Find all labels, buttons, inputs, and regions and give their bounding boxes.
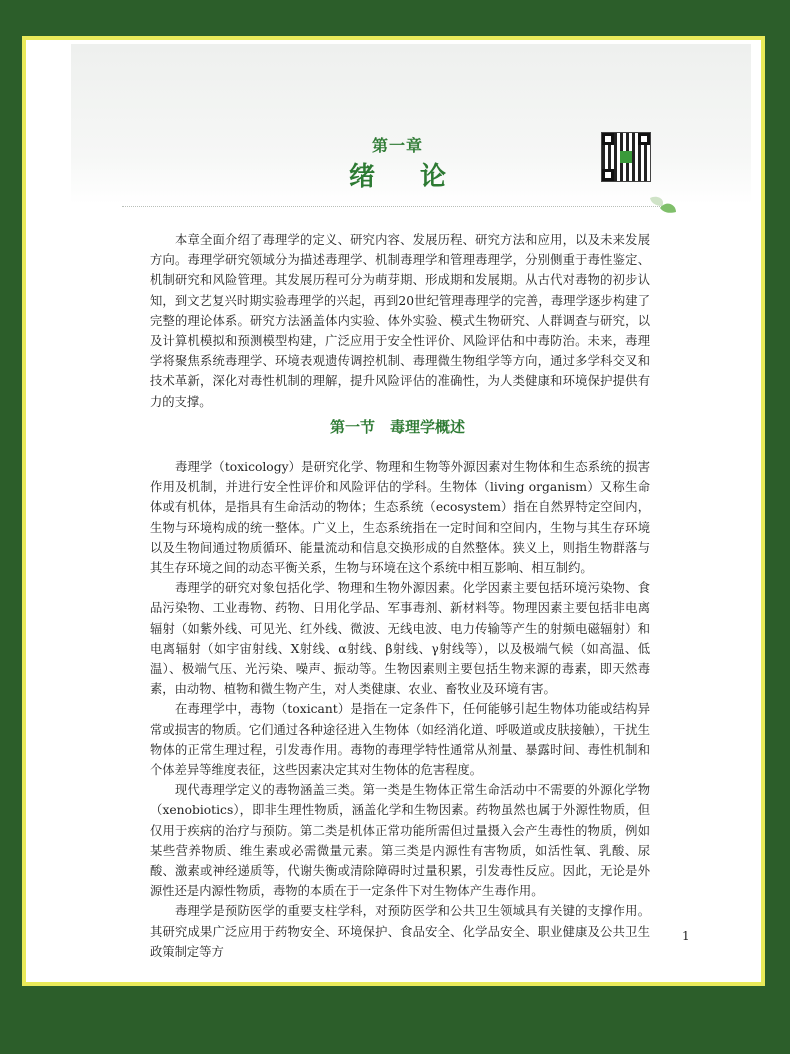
qr-code-icon[interactable] <box>602 133 650 181</box>
chapter-title: 绪 论 <box>348 162 465 192</box>
body-paragraph: 毒理学是预防医学的重要支柱学科，对预防医学和公共卫生领域具有关键的支撑作用。其研究成果广泛应用于药物安全、环境保护、食品安全、化学品安全、职业健康及公共卫生政策制定等方 <box>150 904 650 959</box>
body-paragraph: 毒理学（toxicology）是研究化学、物理和生物等外源因素对生物体和生态系统的损害作用及机制，并进行安全性评价和风险评估的学科。生物体（living organism）又称生命体或有机体，是指具有生命活动的物体；生态系统（ecosystem）指在自然界特定空间内，生物与环境构成的统一整体。广义上，生态系统指在一定时间和空间内，生物与其生存环境以及生物间通过物质循环、能量流动和信息交换形成的自然整体。狭义上，则指生物群落与其生存环境之间的动态平衡关系，生物与环境在这个系统中相互影响、相互制约。 <box>150 460 650 576</box>
section-title: 第一节 毒理学概述 <box>329 418 465 436</box>
leaf-icon <box>648 194 678 216</box>
section-body <box>150 457 650 962</box>
body-paragraph: 现代毒理学定义的毒物涵盖三类。第一类是生物体正常生命活动中不需要的外源化学物（xenobiotics），即非生理性物质，涵盖化学和生物因素。药物虽然也属于外源性物质，但仅用于疾病的治疗与预防。第二类是机体正常功能所需但过量摄入会产生毒性的物质，例如某些营养物质、维生素或必需微量元素。第三类是内源性有害物质，如活性氧、乳酸、尿酸、激素或神经递质等，代谢失衡或清除障碍时过量积累，引发毒性反应。因此，无论是外源性还是内源性物质，毒物的本质在于一定条件下对生物体产生毒作用。 <box>150 783 650 899</box>
page-number: 1 <box>682 929 690 943</box>
body-paragraph: 在毒理学中，毒物（toxicant）是指在一定条件下，任何能够引起生物体功能或结构异常或损害的物质。它们通过各种途径进入生物体（如经消化道、呼吸道或皮肤接触），干扰生物体的正常生理过程，引发毒作用。毒物的毒理学特性通常从剂量、暴露时间、毒性机制和个体差异等维度表征，这些因素决定其对生物体的危害程度。 <box>150 702 650 778</box>
intro-paragraph: 本章全面介绍了毒理学的定义、研究内容、发展历程、研究方法和应用，以及未来发展方向。毒理学研究领域分为描述毒理学、机制毒理学和管理毒理学，分别侧重于毒性鉴定、机制研究和风险管理。其发展历程可分为萌芽期、形成期和发展期。从古代对毒物的初步认知，到文艺复兴时期实验毒理学的兴起，再到20世纪管理毒理学的完善，毒理学逐步构建了完整的理论体系。研究方法涵盖体内实验、体外实验、模式生物研究、人群调查与研究，以及计算机模拟和预测模型构建，广泛应用于安全性评价、风险评估和中毒防治。未来，毒理学将聚焦系统毒理学、环境表观遗传调控机制、毒理微生物组学等方向，通过多学科交叉和技术革新，深化对毒性机制的理解，提升风险评估的准确性，为人类健康和环境保护提供有力的支撑。 <box>150 233 650 409</box>
body-paragraph: 毒理学的研究对象包括化学、物理和生物外源因素。化学因素主要包括环境污染物、食品污染物、工业毒物、药物、日用化学品、军事毒剂、新材料等。物理因素主要包括非电离辐射（如紫外线、可见光、红外线、微波、无线电波、电力传输等产生的射频电磁辐射）和电离辐射（如宇宙射线、X射线、α射线、β射线、γ射线等），以及极端气候（如高温、低温）、极端气压、光污染、噪声、振动等。生物因素则主要包括生物来源的毒素，即天然毒素，由动物、植物和微生物产生，对人类健康、农业、畜牧业及环境有害。 <box>150 581 650 697</box>
chapter-number: 第一章 <box>371 136 423 155</box>
divider <box>122 206 670 207</box>
chapter-intro <box>150 230 650 412</box>
page-frame <box>22 36 765 986</box>
